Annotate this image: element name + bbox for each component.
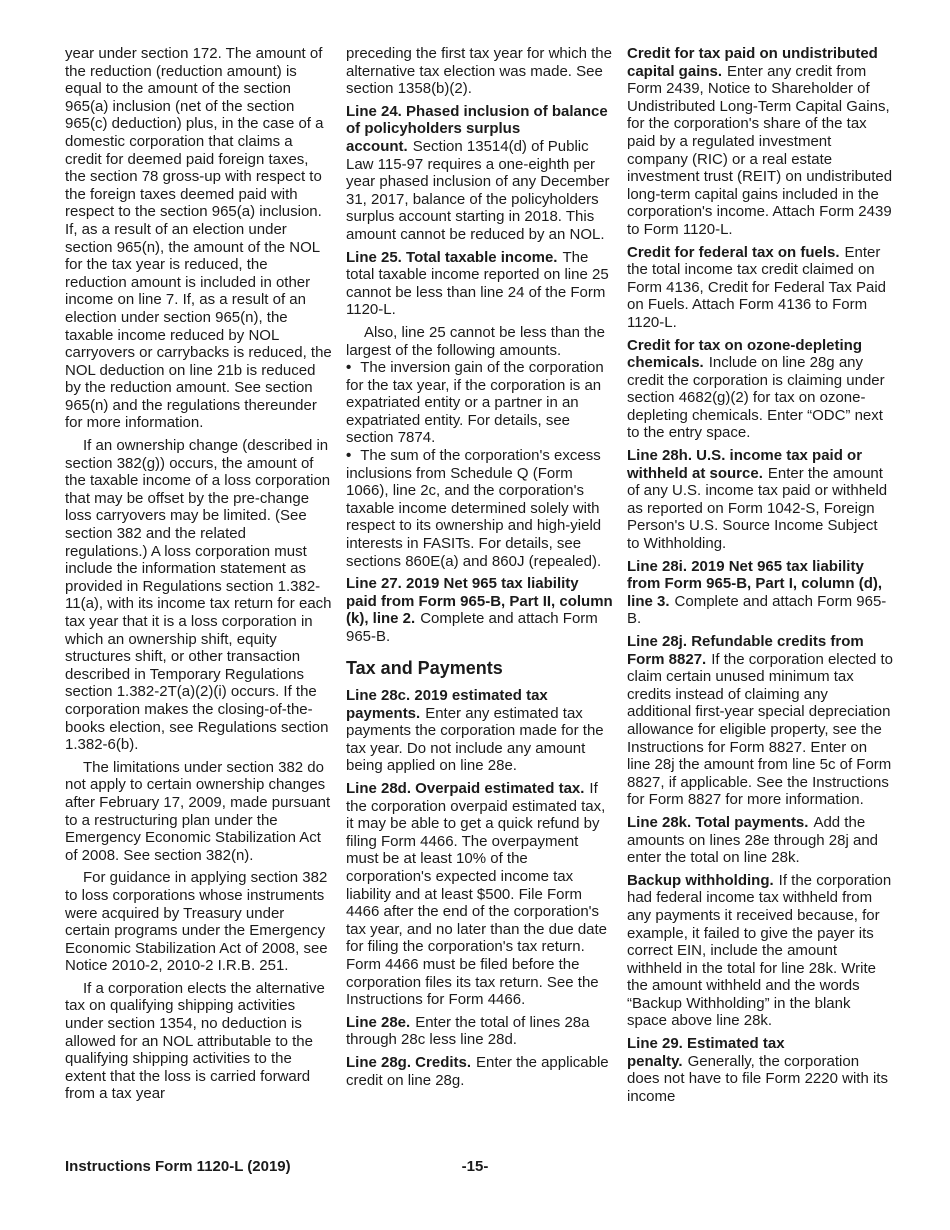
run-in-heading-paragraph: Line 28c. 2019 estimated tax payments. Enter any estimated tax payments the corporation made for the tax year. Do not include any amount being applied on line 28e. [346, 687, 604, 775]
text-column-1 [65, 45, 332, 1105]
heading-label: Line 27. 2019 Net 965 tax liability paid from Form 965-B, Part II, column (k), line 2. [346, 575, 613, 628]
run-in-heading-paragraph: Line 28i. 2019 Net 965 tax liability from Form 965-B, Part I, column (d), line 3. Complete and attach Form 965-B. [627, 557, 887, 628]
run-in-heading-paragraph: Line 28e. Enter the total of lines 28a through 28c less line 28d. [346, 1013, 590, 1049]
heading-label: Line 28g. Credits. [346, 1053, 472, 1071]
document-page [65, 45, 894, 1105]
heading-label: Line 28d. Overpaid estimated tax. [346, 780, 585, 798]
run-in-heading-paragraph: Line 24. Phased inclusion of balance of policyholders surplus account. Section 13514(d) of Public Law 115-97 requires a one-eighth per year phased inclusion of any December 31, 2017, balance of the policyholders surplus account starting in 2018. This amount cannot be reduced by an NOL. [346, 102, 610, 243]
three-column-text-layout [65, 45, 894, 1105]
run-in-heading-paragraph: Credit for tax paid on undistributed capital gains. Enter any credit from Form 2439, Notice to Shareholder of Undistributed Long-Term Capital Gains, for the corporation's share of the tax paid by a regulated investment company (RIC) or a real estate investment trust (REIT) on undistributed long-term capital gains included in the corporation's income. Attach Form 2439 to Form 1120-L. [627, 45, 893, 238]
footer-page-number: -15- [461, 1158, 489, 1175]
heading-label: Line 28e. [346, 1013, 411, 1031]
paragraph: If an ownership change (described in section 382(g)) occurs, the amount of the taxable income of a loss corporation that may be offset by the pre-change loss carryovers may be limited. (See section 382 and the related regulations.) A loss corporation must include the information statement as provided in Regulations section 1.382-11(a), with its income tax return for each tax year that it is a loss corporation in which an ownership shift, equity structures shift, or other transaction described in Temporary Regulations section 1.382-2T(a)(2)(i) occurs. If the corporation makes the closing-of-the-books election, see Regulations section 1.382-6(b). [65, 437, 332, 754]
paragraph: year under section 172. The amount of the reduction (reduction amount) is equal to the amount of the section 965(a) inclusion (net of the section 965(c) deduction) plus, in the case of a domestic corporation that claims a credit for deemed paid foreign taxes, the section 78 gross-up with respect to the foreign taxes deemed paid with respect to the section 965(a) inclusion. If, as a result of an election under section 965(n), the amount of the NOL for the tax year is reduced, the reduction amount is included in other income on line 7. If, as a result of an election under section 965(n), the taxable income reduced by NOL carryovers or carrybacks is reduced, the NOL deduction on line 21b is reduced by the reduction amount. See section 965(n) and the regulations thereunder for more information. [65, 45, 332, 432]
section-heading: Tax and Payments [346, 657, 503, 678]
run-in-heading-paragraph: Line 25. Total taxable income. The total taxable income reported on line 25 cannot be less than line 24 of the Form 1120-L. [346, 248, 609, 319]
heading-label: Backup withholding. [627, 871, 774, 889]
heading-label: Credit for tax paid on undistributed capital gains. [627, 45, 878, 80]
bullet-item: • The sum of the corporation's excess inclusions from Schedule Q (Form 1066), line 2c, and the corporation's taxable income determined solely with respect to its ownership and high-yield interests in FASITs. For details, see sections 860E(a) and 860J (repealed). [346, 447, 602, 570]
heading-label: Line 28h. U.S. income tax paid or withheld at source. [627, 447, 863, 482]
text-column-3 [627, 45, 894, 1105]
heading-label: Line 28j. Refundable credits from Form 8827. [627, 633, 864, 668]
heading-label: Line 28k. Total payments. [627, 813, 809, 831]
run-in-heading-paragraph: Backup withholding. If the corporation had federal income tax withheld from any payments it received because, for example, it failed to give the payer its correct EIN, include the amount withheld in the total for line 28k. Write the amount withheld and the words “Backup Withholding” in the blank space above line 28k. [627, 871, 892, 1030]
heading-label: Line 25. Total taxable income. [346, 248, 558, 266]
paragraph: preceding the first tax year for which the alternative tax election was made. See section 1358(b)(2). [346, 45, 612, 98]
footer-form-title: Instructions Form 1120-L (2019) [65, 1158, 291, 1175]
run-in-heading-paragraph: Line 28k. Total payments. Add the amounts on lines 28e through 28j and enter the total on line 28k. [627, 813, 879, 867]
bullet-icon: • [346, 447, 352, 465]
heading-label: Line 29. Estimated tax penalty. [627, 1035, 785, 1070]
paragraph: If a corporation elects the alternative tax on qualifying shipping activities under section 1354, no deduction is allowed for an NOL attributable to the qualifying shipping activities to the extent that the loss is carried forward from a tax year [65, 979, 325, 1103]
page-footer [0, 1158, 950, 1178]
heading-label: Line 28i. 2019 Net 965 tax liability from Form 965-B, Part I, column (d), line 3. [627, 557, 883, 610]
paragraph: For guidance in applying section 382 to loss corporations whose instruments were acquired by Treasury under certain programs under the Emergency Economic Stabilization Act of 2008, see Notice 2010-2, 2010-2 I.R.B. 251. [65, 869, 328, 975]
heading-label: Credit for federal tax on fuels. [627, 243, 840, 261]
run-in-heading-paragraph: Line 28g. Credits. Enter the applicable credit on line 28g. [346, 1053, 609, 1089]
heading-label: Line 28c. 2019 estimated tax payments. [346, 687, 548, 722]
run-in-heading-paragraph: Line 29. Estimated tax penalty. Generally, the corporation does not have to file Form 2220 with its income [627, 1035, 888, 1105]
run-in-heading-paragraph: Credit for federal tax on fuels. Enter the total income tax credit claimed on Form 4136, Credit for Federal Tax Paid on Fuels. Attach Form 4136 to Form 1120-L. [627, 243, 887, 331]
run-in-heading-paragraph: Line 28h. U.S. income tax paid or withheld at source. Enter the amount of any U.S. income tax paid or withheld as reported on Form 1042-S, Foreign Person's U.S. Source Income Subject to Withholding. [627, 447, 888, 553]
heading-label: Credit for tax on ozone-depleting chemicals. [627, 336, 862, 372]
run-in-heading-paragraph: Line 28j. Refundable credits from Form 8827. If the corporation elected to claim certain unused minimum tax credits instead of claiming any additional first-year special depreciation allowance for eligible property, see the Instructions for Form 8827. Enter on line 28j the amount from line 5c of Form 8827, if applicable. See the Instructions for Form 8827 for more information. [627, 633, 893, 809]
bullet-icon: • [346, 359, 352, 377]
run-in-heading-paragraph: Line 28d. Overpaid estimated tax. If the corporation overpaid estimated tax, it may be able to get a quick refund by filing Form 4466. The overpayment must be at least 10% of the corporation's expected income tax liability and at least $500. File Form 4466 after the end of the corporation's tax year, and no later than the due date for filing the corporation's tax return. Form 4466 must be filed before the corporation files its tax return. See the Instructions for Form 4466. [346, 780, 608, 1009]
text-column-2 [346, 45, 613, 1105]
run-in-heading-paragraph: Credit for tax on ozone-depleting chemicals. Include on line 28g any credit the corporation is claiming under section 4682(g)(2) for tax on ozone-depleting chemicals. Enter “ODC” next to the entry space. [627, 336, 885, 442]
paragraph: The limitations under section 382 do not apply to certain ownership changes after February 17, 2009, made pursuant to a restructuring plan under the Emergency Economic Stabilization Act of 2008. See section 382(n). [65, 758, 331, 864]
bullet-item: • The inversion gain of the corporation for the tax year, if the corporation is an expatriated entity or a partner in an expatriated entity. For details, see section 7874. [346, 359, 604, 447]
run-in-heading-paragraph: Line 27. 2019 Net 965 tax liability paid from Form 965-B, Part II, column (k), line 2. Complete and attach Form 965-B. [346, 575, 613, 645]
paragraph: Also, line 25 cannot be less than the largest of the following amounts. [346, 323, 605, 359]
heading-label: Line 24. Phased inclusion of balance of policyholders surplus account. [346, 102, 608, 155]
